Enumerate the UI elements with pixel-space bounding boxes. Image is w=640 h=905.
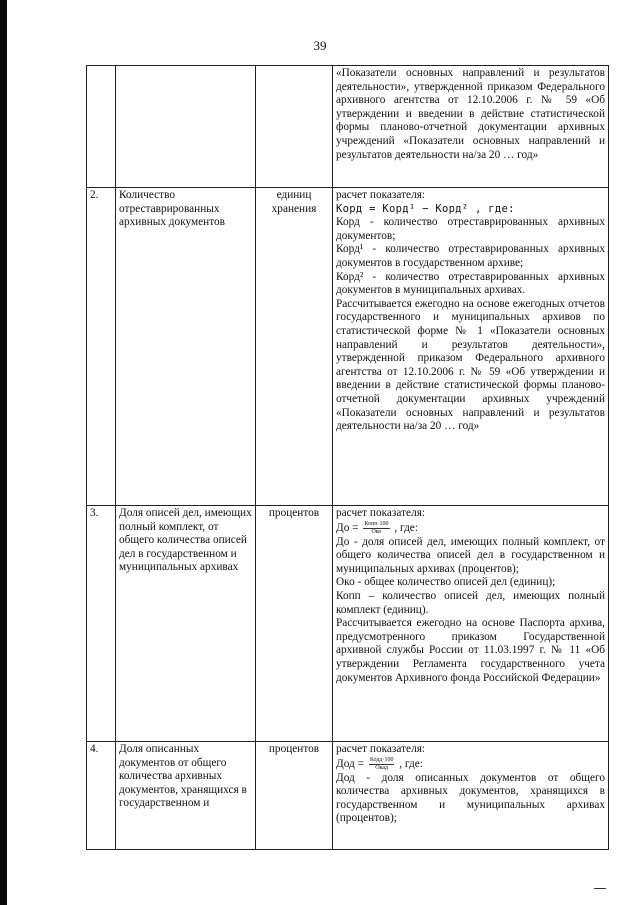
desc-paragraph: До - доля описей дел, имеющих полный комплект, от общего количества описей дел в государственном и муниципальных архивах (процентов); xyxy=(336,535,605,575)
desc-paragraph: Дод - доля описанных документов от общего количества архивных документов, хранящихся в государственном и муниципальных архивах (процентов); xyxy=(336,771,605,825)
calculation-description xyxy=(333,188,609,506)
row-number: 3. xyxy=(87,506,116,742)
row-number xyxy=(87,66,116,188)
formula-lhs: Дод = xyxy=(336,757,364,770)
fraction-denominator: Око xyxy=(371,528,382,535)
formula xyxy=(336,521,605,536)
page-number: 39 xyxy=(313,38,327,53)
calculation-description xyxy=(333,66,609,188)
desc-paragraph: Корд - количество отреставрированных архивных документов; xyxy=(336,216,605,242)
fraction-numerator: Копп·100 xyxy=(364,520,389,527)
indicator-name: Доля описанных документов от общего количества архивных документов, хранящихся в государственном и xyxy=(116,742,256,850)
indicators-table xyxy=(86,65,609,850)
fraction-denominator: Окад xyxy=(375,764,389,771)
desc-paragraph: Рассчитывается ежегодно на основе Паспорта архива, предусмотренного приказом Государственной архивной службы России от 11.03.1997 г. № 11 «Об утверждении Регламента государственного учета документов Архивного фонда Российской Федерации» xyxy=(336,617,605,684)
row-number: 4. xyxy=(87,742,116,850)
formula xyxy=(336,757,605,772)
indicator-name: Доля описей дел, имеющих полный комплект, от общего количества описей дел в государственном и муниципальных архивах xyxy=(116,506,256,742)
table-row xyxy=(87,742,609,850)
formula-lhs: До = xyxy=(336,521,359,534)
formula: Корд = Корд¹ − Корд² , где: xyxy=(336,202,515,215)
indicator-name: Количество отреставрированных архивных документов xyxy=(116,188,256,506)
formula-fraction xyxy=(363,521,389,536)
desc-paragraph: расчет показателя: xyxy=(336,743,426,755)
desc-paragraph: расчет показателя: xyxy=(336,507,426,519)
fraction-numerator: Кодд·100 xyxy=(369,756,394,763)
formula-tail: , где: xyxy=(399,757,423,770)
desc-paragraph: Око - общее количество описей дел (единиц); xyxy=(336,576,556,589)
desc-paragraph: Копп – количество описей дел, имеющих полный комплект (единиц). xyxy=(336,589,605,616)
desc-paragraph: «Показатели основных направлений и результатов деятельности», утвержденной приказом Федерального архивного агентства от 12.10.2006 г. № 59 «Об утверждении и введении в действие статистической формы планово-отчетной документации архивных учреждений «Показатели основных направлений и результатов деятельности на/за 20 … год» xyxy=(336,67,605,161)
unit xyxy=(256,66,333,188)
desc-paragraph: Корд² - количество отреставрированных архивных документов в муниципальных архивах. xyxy=(336,270,605,297)
table-row xyxy=(87,66,609,188)
scan-mark xyxy=(594,888,606,889)
calculation-description xyxy=(333,506,609,742)
unit: процентов xyxy=(256,506,333,742)
formula-tail: , где: xyxy=(394,521,418,534)
formula-fraction xyxy=(369,757,395,772)
unit: процентов xyxy=(256,742,333,850)
desc-paragraph: Корд¹ - количество отреставрированных архивных документов в государственном архиве; xyxy=(336,243,605,269)
desc-paragraph: Рассчитывается ежегодно на основе ежегодных отчетов государственного и муниципальных архивов по статистической форме № 1 «Показатели основных направлений и результатов деятельности», утвержденной приказом Федерального архивного агентства от 12.10.2006 г. № 59 «Об утверждении и введении в действие статистической формы планово-отчетной документации архивных учреждений «Показатели основных направлений и результатов деятельности на/за 20 … год» xyxy=(336,297,605,433)
calculation-description xyxy=(333,742,609,850)
indicator-name xyxy=(116,66,256,188)
desc-paragraph: расчет показателя: xyxy=(336,189,426,201)
table-row xyxy=(87,506,609,742)
unit: единиц хранения xyxy=(256,188,333,506)
scan-edge-bar xyxy=(0,0,7,905)
row-number: 2. xyxy=(87,188,116,506)
table-row xyxy=(87,188,609,506)
